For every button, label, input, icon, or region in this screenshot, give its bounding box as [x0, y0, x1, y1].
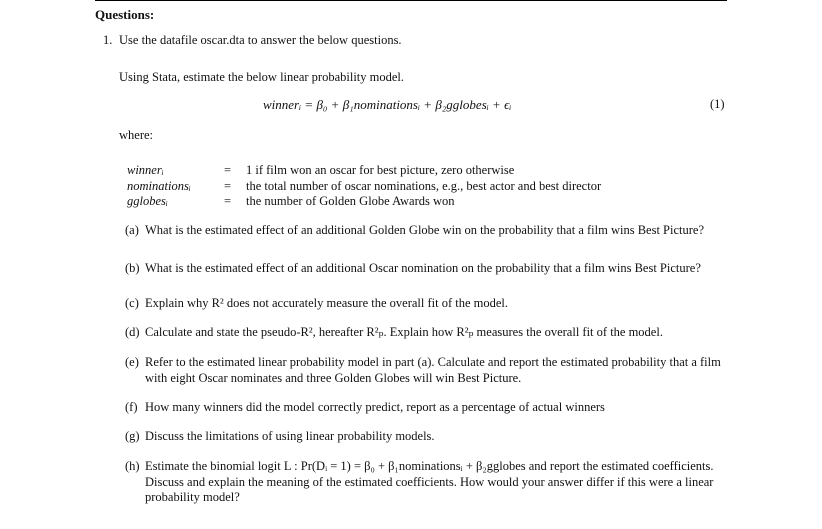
definition-desc: the number of Golden Globe Awards won [246, 194, 455, 208]
definition-desc: 1 if film won an oscar for best picture, zero otherwise [246, 163, 515, 177]
part-text: Explain why R² does not accurately measure the overall fit of the model. [145, 296, 509, 310]
question-number: 1. [103, 33, 113, 47]
definition-equals: = [224, 194, 232, 208]
part-text: What is the estimated effect of an additional Golden Globe win on the probability that a film wins Best Picture? [145, 223, 705, 237]
definition-desc: the total number of oscar nominations, e.g., best actor and best director [246, 179, 602, 193]
definition-var: winnerᵢ [127, 163, 164, 177]
part-text: How many winners did the model correctly predict, report as a percentage of actual winners [145, 400, 605, 414]
model-equation: winnerᵢ = β₀ + β₁nominationsᵢ + β₂gglobesᵢ + ϵᵢ [263, 97, 512, 112]
part-label: (c) [125, 296, 139, 310]
top-rule [95, 0, 727, 1]
part-label: (h) [125, 459, 140, 473]
part-a [125, 223, 729, 239]
definition-equals: = [224, 163, 232, 177]
where-label: where: [119, 128, 154, 142]
part-label: (a) [125, 223, 139, 237]
part-b [125, 261, 729, 277]
part-e [125, 355, 729, 386]
part-text: Estimate the binomial logit L : Pr(Dᵢ = 1) = β₀ + β₁nominationsᵢ + β₂gglobes and report the estimated coefficients. Discuss and explain the meaning of the estimated coefficients. How would your answer differ if this were a linear probability model? [145, 459, 714, 504]
question-text: Use the datafile oscar.dta to answer the below questions. [119, 33, 402, 47]
part-label: (b) [125, 261, 140, 275]
part-label: (g) [125, 429, 140, 443]
part-c [125, 296, 729, 312]
part-f [125, 400, 729, 416]
definition-var: gglobesᵢ [127, 194, 168, 208]
part-label: (e) [125, 355, 139, 369]
part-d [125, 325, 729, 341]
model-intro: Using Stata, estimate the below linear probability model. [119, 70, 405, 84]
part-text: What is the estimated effect of an additional Oscar nomination on the probability that a film wins Best Picture? [145, 261, 701, 275]
equation-number: (1) [710, 97, 725, 111]
part-label: (d) [125, 325, 140, 339]
part-text: Discuss the limitations of using linear probability models. [145, 429, 435, 443]
part-g [125, 429, 729, 445]
part-h [125, 459, 729, 506]
part-text: Calculate and state the pseudo-R², hereafter R²ₚ. Explain how R²ₚ measures the overall fit of the model. [145, 325, 663, 339]
definition-var: nominationsᵢ [127, 179, 191, 193]
part-label: (f) [125, 400, 138, 414]
definition-equals: = [224, 179, 232, 193]
part-text: Refer to the estimated linear probability model in part (a). Calculate and report the estimated probability that a film with eight Oscar nominates and three Golden Globes will win Best Picture. [145, 355, 721, 385]
questions-heading: Questions: [95, 7, 155, 22]
